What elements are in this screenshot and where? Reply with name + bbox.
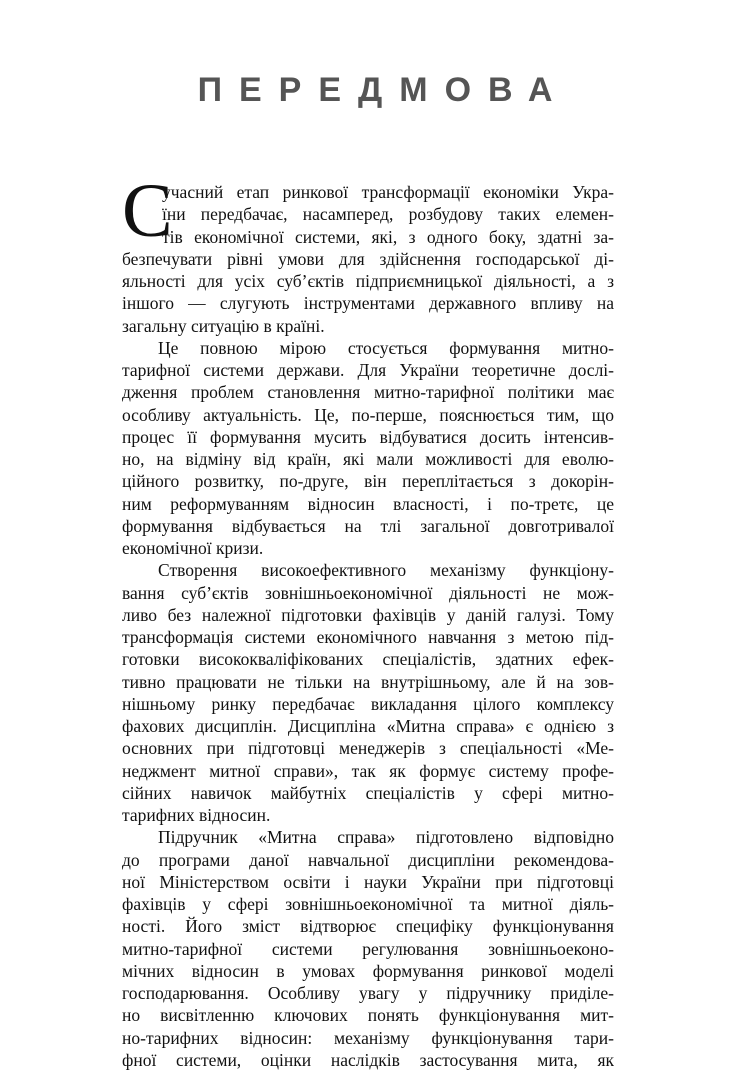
text-line: но-тарифних відносин: механізму функціонування тари- bbox=[122, 1027, 614, 1048]
text-line: основних при підготовці менеджерів з спеціальності «Ме- bbox=[122, 738, 614, 759]
text-line: Підручник «Митна справа» підготовлено відповідно bbox=[158, 827, 614, 848]
text-line: нішньому ринку передбачає викладання цілого комплексу bbox=[122, 693, 614, 714]
text-line: ційного розвитку, по-друге, він переплітається з докорін- bbox=[122, 471, 614, 492]
text-line: ливо без належної підготовки фахівців у даній галузі. Тому bbox=[122, 604, 614, 625]
text-line: тивно працювати не тільки на внутрішньому, але й на зов- bbox=[122, 671, 614, 692]
paragraph bbox=[122, 559, 614, 826]
text-line: учасний етап ринкової трансформації економіки Укра- bbox=[162, 182, 614, 202]
text-line: процес її формування мусить відбуватися досить інтенсив- bbox=[122, 426, 614, 447]
text-line: формування відбувається на тлі загальної довготривалої bbox=[122, 515, 614, 536]
text-line: дження проблем становлення митно-тарифної політики має bbox=[122, 382, 614, 403]
text-line: мічних відносин в умовах формування ринкової моделі bbox=[122, 960, 614, 981]
text-line: їни передбачає, насамперед, розбудову таких елемен- bbox=[162, 204, 614, 225]
text-line: трансформація системи економічного навчання з метою під- bbox=[122, 627, 614, 647]
paragraphs-container bbox=[122, 181, 614, 1071]
page-title: ПЕРЕДМОВА bbox=[197, 71, 570, 109]
text-line: особливу актуальність. Це, по-перше, пояснюється тим, що bbox=[122, 404, 614, 425]
body-text bbox=[122, 169, 614, 1071]
text-line: тарифних відносин. bbox=[122, 805, 271, 825]
paragraph bbox=[122, 181, 614, 337]
text-line: тарифної системи держави. Для України теоретичне дослі- bbox=[122, 360, 614, 380]
text-line: безпечувати рівні умови для здійснення господарської ді- bbox=[122, 248, 614, 269]
text-line: митно-тарифної системи регулювання зовнішньоеконо- bbox=[122, 938, 614, 959]
text-line: фахових дисциплін. Дисципліна «Митна справа» є однією з bbox=[122, 716, 614, 736]
text-line: вання суб’єктів зовнішньоекономічної діяльності не мож- bbox=[122, 582, 614, 603]
text-line: ним реформуванням відносин власності, і по-третє, це bbox=[122, 493, 614, 514]
text-line: яльності для усіх суб’єктів підприємницької діяльності, а з bbox=[122, 271, 614, 291]
text-line: готовки висококваліфікованих спеціалістів, здатних ефек- bbox=[122, 649, 614, 670]
text-line: но, на відміну від країн, які мали можливості для еволю- bbox=[122, 449, 614, 469]
text-line: ності. Його зміст відтворює специфіку функціонування bbox=[122, 916, 614, 937]
paragraph bbox=[122, 826, 614, 1071]
text-line: Це повною мірою стосується формування митно- bbox=[158, 337, 614, 358]
text-line: іншого — слугують інструментами державного впливу на bbox=[122, 293, 614, 314]
paragraph bbox=[122, 337, 614, 560]
text-line: господарювання. Особливу увагу у підручнику приділе- bbox=[122, 983, 614, 1003]
text-line: тів економічної системи, які, з одного боку, здатні за- bbox=[162, 226, 614, 247]
text-line: фної системи, оцінки наслідків застосування мита, як bbox=[122, 1049, 614, 1070]
text-line: неджмент митної справи», так як формує систему профе- bbox=[122, 760, 614, 781]
text-line: но висвітленню ключових понять функціонування мит- bbox=[122, 1005, 614, 1026]
text-line: сійних навичок майбутніх спеціалістів у сфері митно- bbox=[122, 782, 614, 803]
text-line: ної Міністерством освіти і науки України при підготовці bbox=[122, 871, 614, 892]
drop-cap-letter: С bbox=[122, 169, 173, 253]
text-line: економічної кризи. bbox=[122, 538, 264, 558]
text-line: Створення високоефективного механізму функціону- bbox=[158, 560, 614, 581]
text-line: загальну ситуацію в країні. bbox=[122, 315, 325, 336]
text-line: до програми даної навчальної дисципліни рекомендова- bbox=[122, 849, 614, 870]
text-line: фахівців у сфері зовнішньоекономічної та митної діяль- bbox=[122, 894, 614, 914]
